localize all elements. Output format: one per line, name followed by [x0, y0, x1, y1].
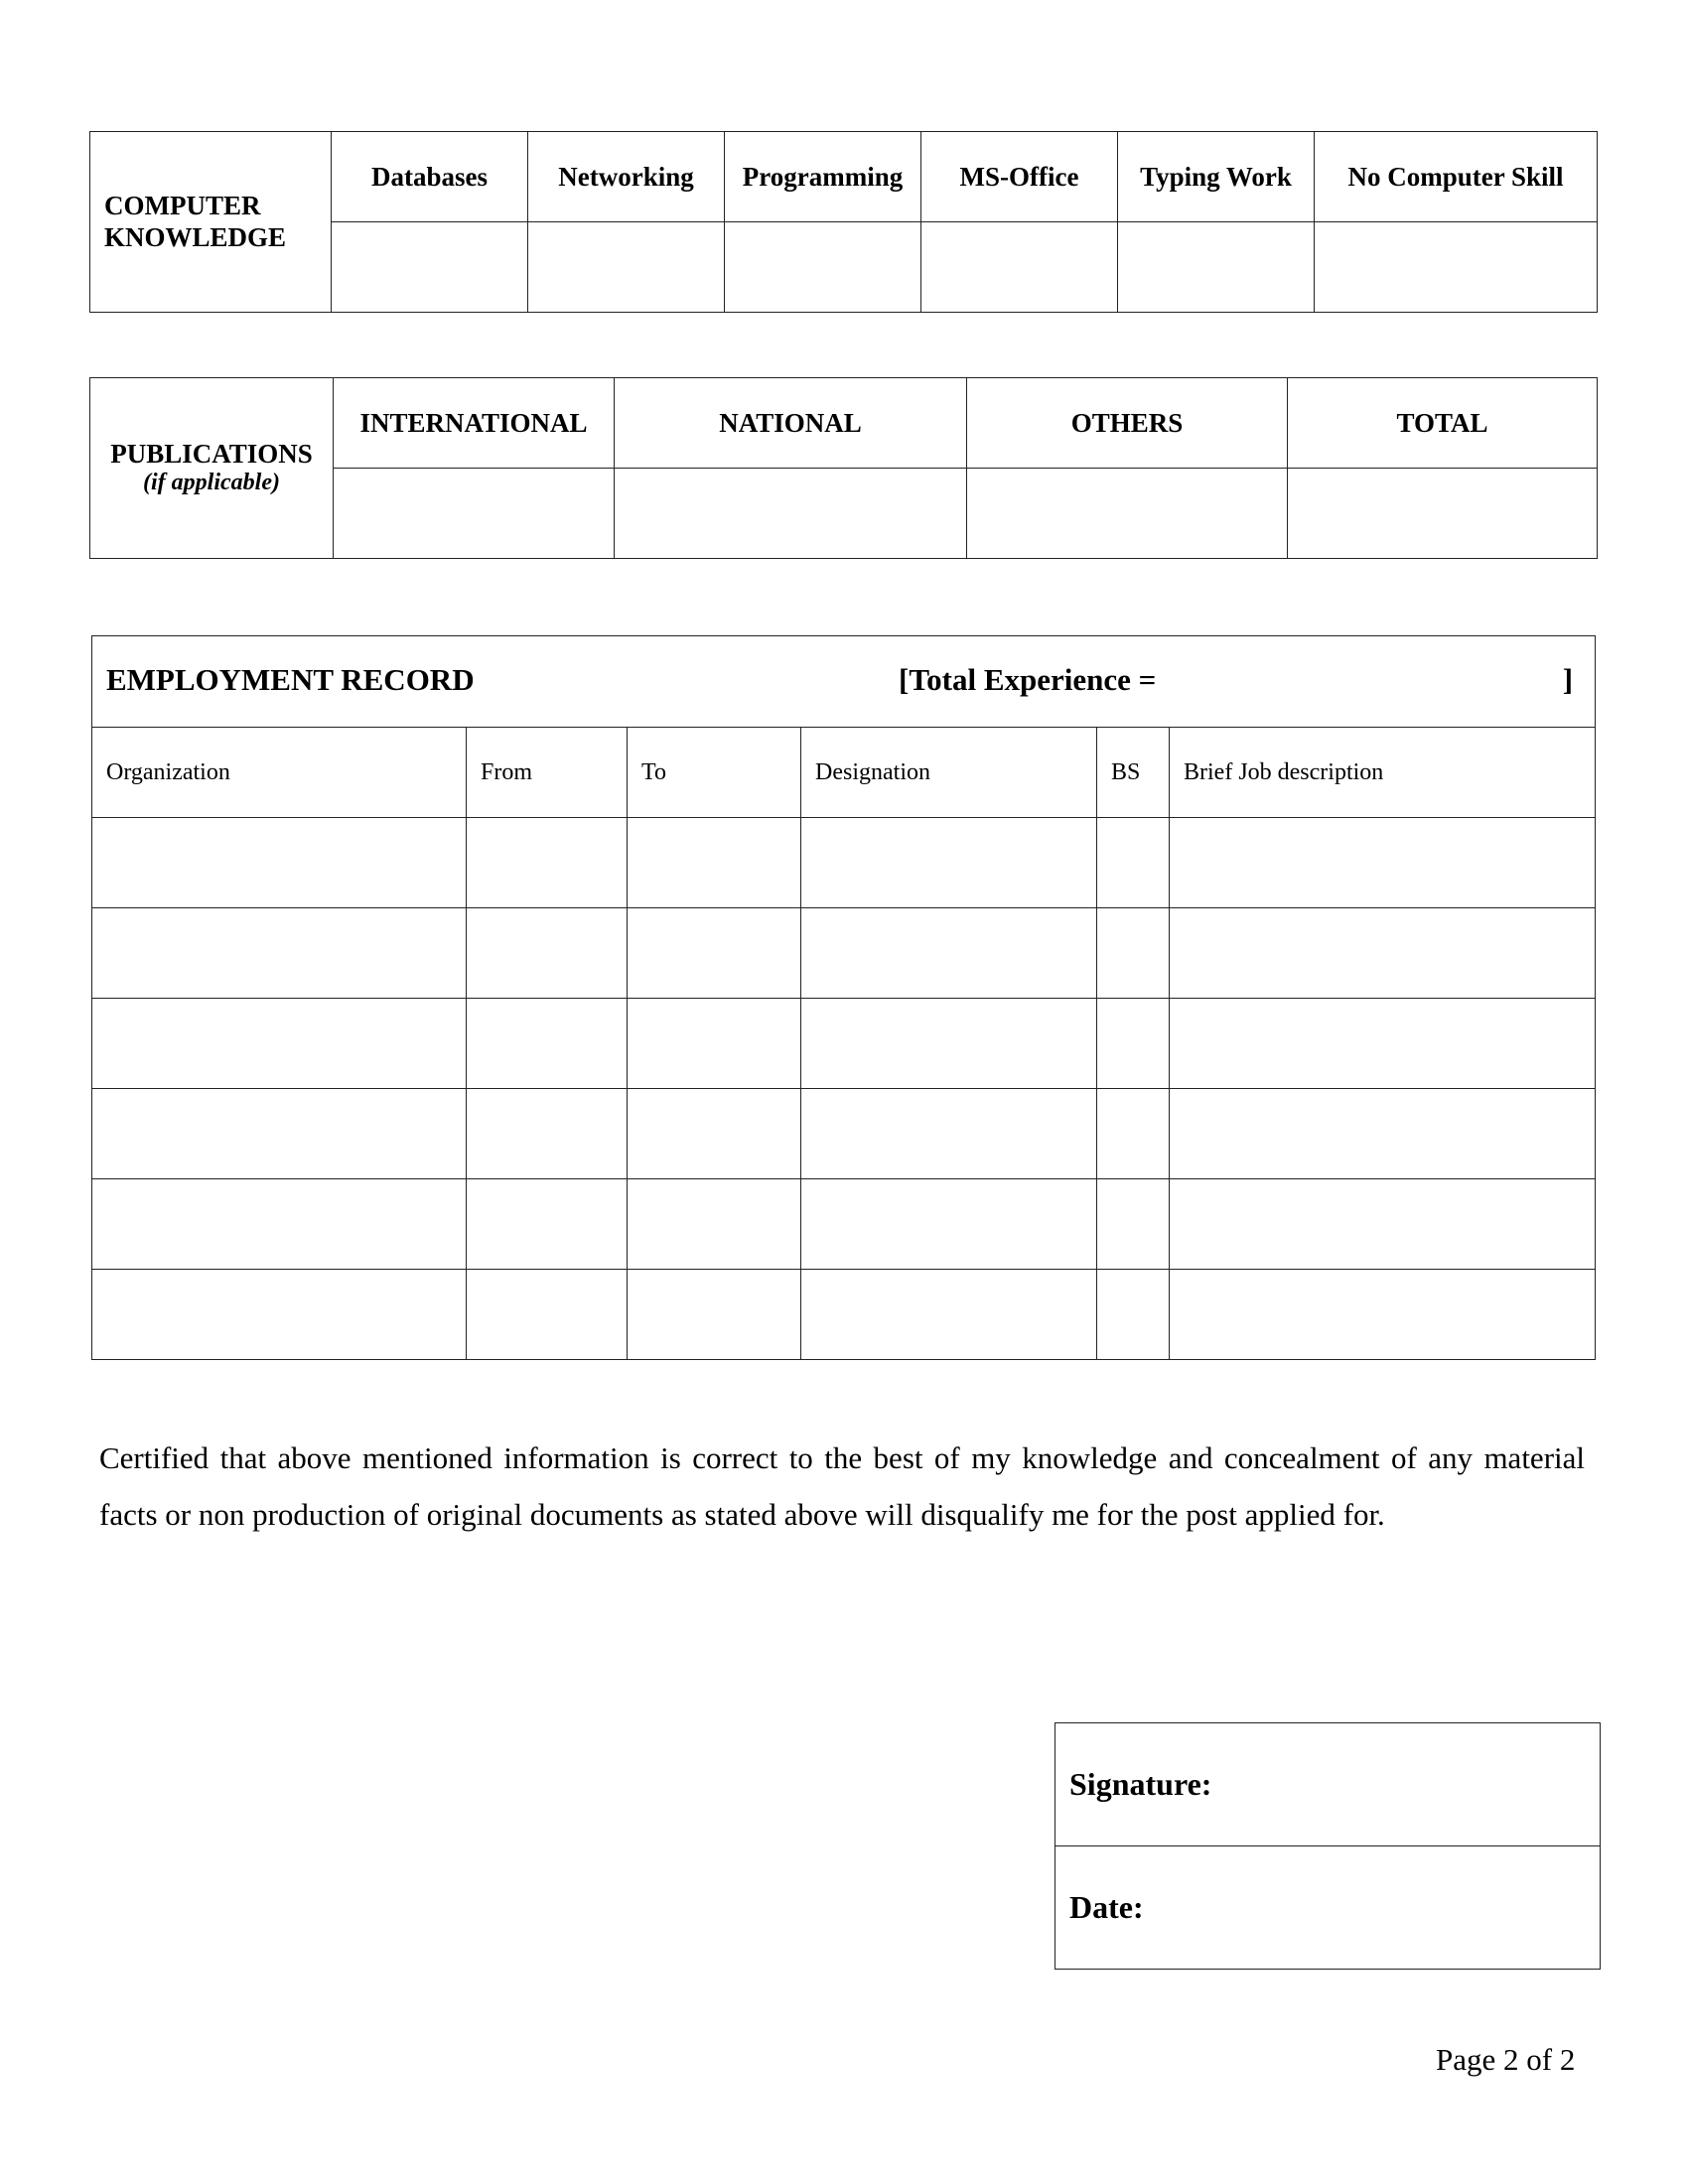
- bs-cell[interactable]: [1097, 1179, 1170, 1270]
- organization-cell[interactable]: [92, 1179, 467, 1270]
- computer-knowledge-table: [89, 131, 1598, 313]
- organization-cell[interactable]: [92, 908, 467, 999]
- total-experience-close-bracket: ]: [1562, 662, 1574, 697]
- from-cell[interactable]: [467, 908, 628, 999]
- bs-cell[interactable]: [1097, 1089, 1170, 1179]
- column-header-designation: Designation: [801, 728, 1097, 818]
- table-row: [92, 1179, 1596, 1270]
- job-description-cell[interactable]: [1170, 1179, 1596, 1270]
- table-row: [92, 999, 1596, 1089]
- column-header-no-computer-skill: No Computer Skill: [1315, 132, 1598, 222]
- others-input-cell[interactable]: [967, 469, 1288, 559]
- column-header-databases: Databases: [332, 132, 528, 222]
- column-header-bs: BS: [1097, 728, 1170, 818]
- table-row: [92, 908, 1596, 999]
- page-number: Page 2 of 2: [1436, 2042, 1576, 2077]
- total-input-cell[interactable]: [1288, 469, 1598, 559]
- publications-label-main: PUBLICATIONS: [110, 439, 313, 470]
- column-header-total: TOTAL: [1288, 378, 1598, 469]
- column-header-international: INTERNATIONAL: [334, 378, 615, 469]
- national-input-cell[interactable]: [615, 469, 967, 559]
- table-row: [92, 1270, 1596, 1360]
- from-cell[interactable]: [467, 1270, 628, 1360]
- from-cell[interactable]: [467, 1179, 628, 1270]
- column-header-ms-office: MS-Office: [921, 132, 1118, 222]
- designation-cell[interactable]: [801, 1089, 1097, 1179]
- computer-knowledge-label-line1: COMPUTER: [104, 190, 261, 220]
- employment-record-title-cell: [92, 636, 1596, 728]
- column-header-programming: Programming: [725, 132, 921, 222]
- computer-knowledge-label: [90, 132, 332, 313]
- databases-input-cell[interactable]: [332, 222, 528, 313]
- signature-field[interactable]: Signature:: [1055, 1723, 1601, 1846]
- total-experience-label: [Total Experience =: [899, 662, 1157, 697]
- job-description-cell[interactable]: [1170, 1270, 1596, 1360]
- to-cell[interactable]: [628, 1179, 801, 1270]
- international-input-cell[interactable]: [334, 469, 615, 559]
- to-cell[interactable]: [628, 999, 801, 1089]
- bs-cell[interactable]: [1097, 1270, 1170, 1360]
- job-description-cell[interactable]: [1170, 1089, 1596, 1179]
- organization-cell[interactable]: [92, 818, 467, 908]
- signature-box: [1055, 1722, 1601, 1970]
- job-description-cell[interactable]: [1170, 999, 1596, 1089]
- certification-statement: Certified that above mentioned information is correct to the best of my knowledge and concealment of any material facts or non production of original documents as stated above will disqualify me for the post applied for.: [99, 1440, 1585, 1532]
- table-row: [92, 818, 1596, 908]
- to-cell[interactable]: [628, 818, 801, 908]
- typing-work-input-cell[interactable]: [1118, 222, 1315, 313]
- bs-cell[interactable]: [1097, 818, 1170, 908]
- no-computer-skill-input-cell[interactable]: [1315, 222, 1598, 313]
- designation-cell[interactable]: [801, 1179, 1097, 1270]
- from-cell[interactable]: [467, 818, 628, 908]
- ms-office-input-cell[interactable]: [921, 222, 1118, 313]
- from-cell[interactable]: [467, 999, 628, 1089]
- bs-cell[interactable]: [1097, 908, 1170, 999]
- programming-input-cell[interactable]: [725, 222, 921, 313]
- to-cell[interactable]: [628, 1089, 801, 1179]
- organization-cell[interactable]: [92, 999, 467, 1089]
- organization-cell[interactable]: [92, 1270, 467, 1360]
- column-header-to: To: [628, 728, 801, 818]
- table-row: [92, 1089, 1596, 1179]
- column-header-typing-work: Typing Work: [1118, 132, 1315, 222]
- date-field[interactable]: Date:: [1055, 1846, 1601, 1970]
- bs-cell[interactable]: [1097, 999, 1170, 1089]
- designation-cell[interactable]: [801, 818, 1097, 908]
- job-description-cell[interactable]: [1170, 908, 1596, 999]
- column-header-organization: Organization: [92, 728, 467, 818]
- employment-record-title: EMPLOYMENT RECORD: [106, 662, 475, 697]
- to-cell[interactable]: [628, 1270, 801, 1360]
- to-cell[interactable]: [628, 908, 801, 999]
- column-header-brief-job-description: Brief Job description: [1170, 728, 1596, 818]
- designation-cell[interactable]: [801, 908, 1097, 999]
- designation-cell[interactable]: [801, 999, 1097, 1089]
- publications-label-sub: (if applicable): [143, 470, 280, 496]
- from-cell[interactable]: [467, 1089, 628, 1179]
- column-header-national: NATIONAL: [615, 378, 967, 469]
- job-description-cell[interactable]: [1170, 818, 1596, 908]
- employment-record-table: [91, 635, 1596, 1360]
- designation-cell[interactable]: [801, 1270, 1097, 1360]
- column-header-others: OTHERS: [967, 378, 1288, 469]
- organization-cell[interactable]: [92, 1089, 467, 1179]
- column-header-from: From: [467, 728, 628, 818]
- publications-label: [90, 378, 334, 559]
- column-header-networking: Networking: [528, 132, 725, 222]
- networking-input-cell[interactable]: [528, 222, 725, 313]
- publications-table: [89, 377, 1598, 559]
- computer-knowledge-label-line2: KNOWLEDGE: [104, 221, 287, 252]
